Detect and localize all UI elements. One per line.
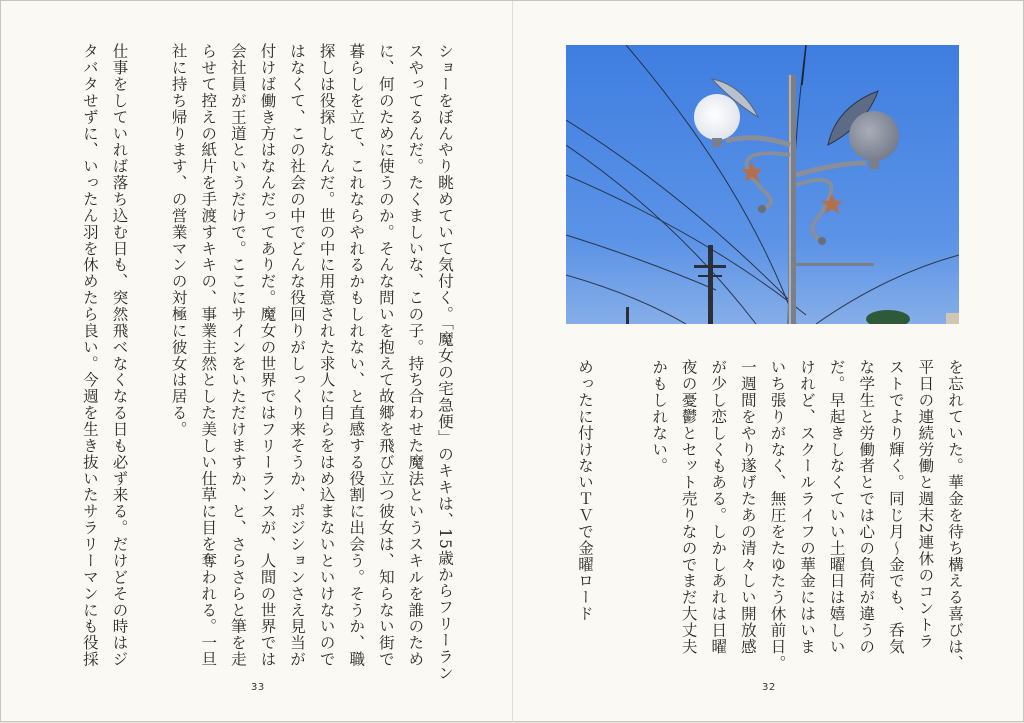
right-text-line: けれど、スクールライフの華金にはいま [798,359,817,655]
right-page-closing-line: めったに付けないＴＶで金曜ロード [576,359,594,622]
left-page-text [59,43,459,682]
right-text-line: 一週間をやり遂げたあの清々しい開放感 [738,359,757,655]
right-text-line: 平日の連続労働と週末2連休のコントラ [916,359,935,650]
right-text-line: 夜の憂鬱とセット売りなのでまだ大丈夫 [679,359,698,655]
page-number-left: 33 [251,682,265,693]
right-text-line: いち張りがなく、無圧をたゆたう休前日。 [768,359,787,672]
left-text-line: 社に持ち帰ります、の営業マンの対極に彼女は居る。 [169,43,188,438]
left-text-line: スやってるんだ。たくましいな、この子。持ち合わせた魔法というスキルを誰のため [406,43,425,668]
right-text-line: かもしれない。 [650,359,669,475]
left-text-line: 付けば働き方はなんだってありだ。魔女の世界ではフリーランスが、人間の世界では [258,43,277,668]
left-text-line: らせて控えの紙片を手渡すキキの、事業主然とした美しい仕草に目を奪われる。一旦 [199,43,218,668]
right-text-line: が少し恋しくもある。しかしあれは日曜 [709,359,728,655]
street-lamp-photo [566,45,959,324]
right-text-line: ストでより輝く。同じ月～金でも、呑気 [886,359,905,655]
left-text-line: タバタせずに、いったん羽を休めたら良い。今週を生き抜いたサラリーマンにも役採 [80,43,99,668]
gutter [512,1,513,723]
left-text-line: 仕事をしていれば落ち込む日も、突然飛べなくなる日も必ず来る。だけどその時はジ [110,43,129,668]
page-number-right: 32 [762,682,776,693]
right-text-line: を忘れていた。華金を待ち構える喜びは、 [946,359,964,672]
left-text-line: 暮らしを立て、これならやれるかもしれない、と直感する役割に出会う。そうか、職 [347,43,366,668]
left-text-line: に、何のために使うのか。そんな問いを抱えて故郷を飛び立つ彼女は、知らない街で [376,43,395,668]
left-text-line: 探しは役探しなんだ。世の中に用意された求人に自らをはめ込まないといけないので [317,43,336,668]
right-text-line: だ。早起きしなくていい土曜日は嬉しい [827,359,846,655]
left-text-line [133,43,163,663]
right-page-text [619,359,969,672]
left-text-line: 会社員が王道というだけで。ここにサインをいただけますか、と、さらさらと筆を走 [228,43,247,668]
left-text-line: ショーをぼんやり眺めていて気付く。「魔女の宅急便」のキキは、15歳からフリーラン [436,43,454,682]
right-text-line: な学生と労働者とでは心の負荷が違うの [857,359,876,655]
left-text-line: はなくて、この社会の中でどんな役回りがしっくり来そうか、ポジションさえ見当が [288,43,307,668]
